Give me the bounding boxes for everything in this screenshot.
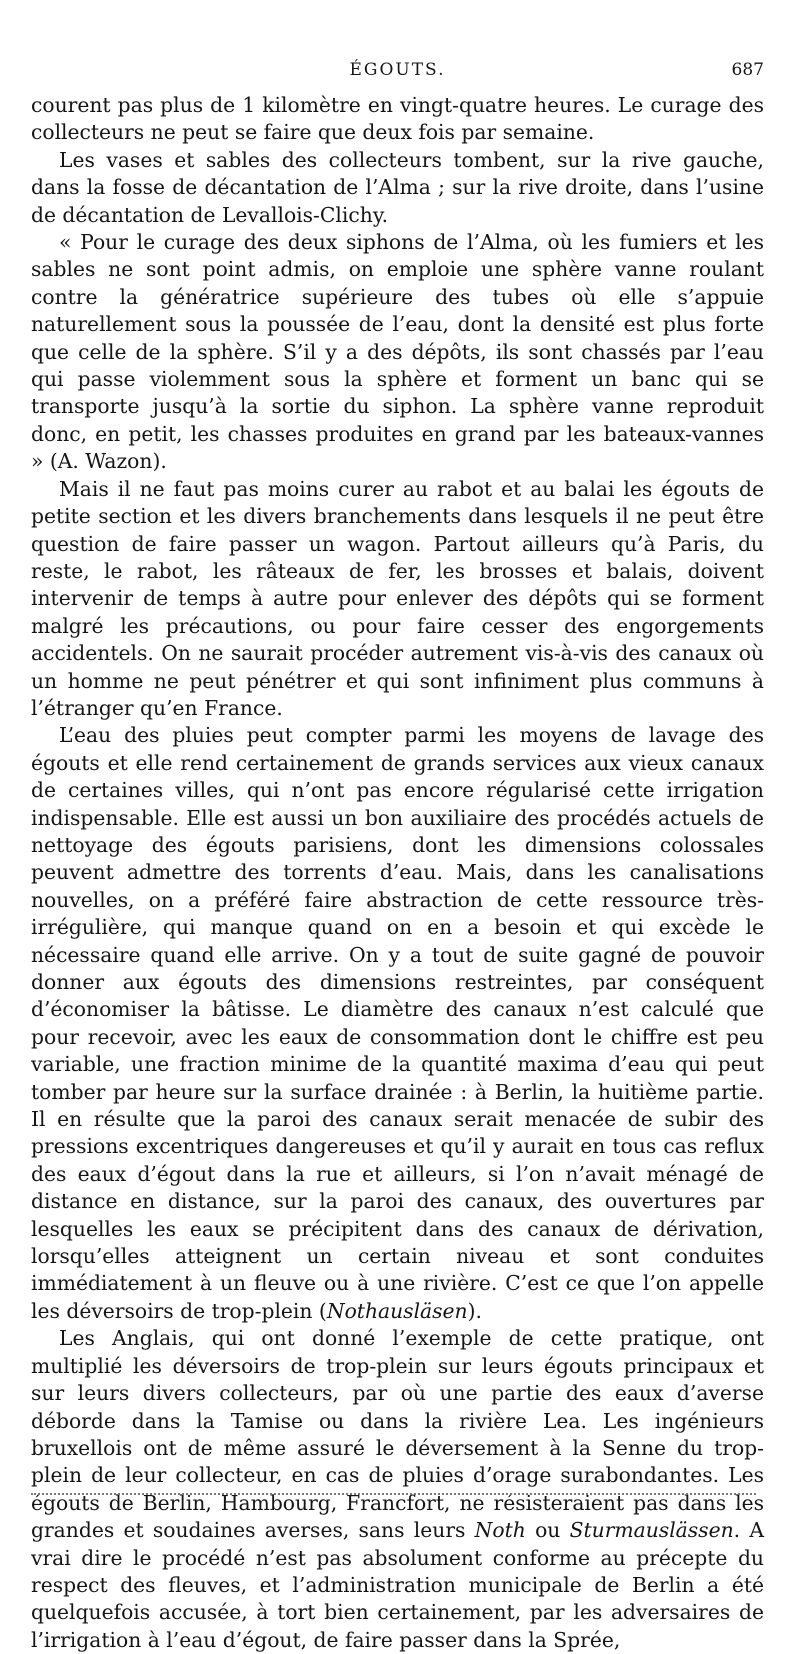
footer-dotted-rule: [31, 1493, 756, 1495]
italic-term: Nothausläsen: [326, 1298, 468, 1323]
text-run: . A vrai dire le procédé n’est pas absolument conforme au précepte du respect des fleuves, et l’administration municipale de Berlin a été quelquefois accusée, à tort bien certainement, par les adversaires de l’irrigation à l’eau d’égout, de faire passer dans la Sprée,: [31, 1518, 764, 1652]
text-run: Les Anglais, qui ont donné l’exemple de cette pratique, ont multiplié les déversoirs de trop-plein sur leurs égouts principaux et sur leurs divers collecteurs, par où une partie des eaux d’averse déborde dans la Tamise ou dans la rivière Lea. Les ingénieurs bruxellois ont de même assuré le déversement à la Senne du trop-plein de leur collecteur, en cas de pluies d’orage surabondantes. Les égouts de Berlin, Hambourg, Francfort, ne résisteraient pas dans les grandes et soudaines averses, sans leurs: [31, 1326, 764, 1543]
page-number: 687: [731, 60, 764, 80]
text-run: L’eau des pluies peut compter parmi les moyens de lavage des égouts et elle rend certainement de grands services aux vieux canaux de certaines villes, qui n’ont pas encore régularisé cette irrigation indispensable. Elle est aussi un bon auxiliaire des procédés actuels de nettoyage des égouts parisiens, dont les dimensions colossales peuvent admettre des torrents d’eau. Mais, dans les canalisations nouvelles, on a préféré faire abstraction de cette ressource très-irrégulière, qui manque quand on en a besoin et qui excède le nécessaire quand elle arrive. On y a tout de suite gagné de pouvoir donner aux égouts des dimensions restreintes, par conséquent d’économiser la bâtisse. Le diamètre des canaux n’est calculé que pour recevoir, avec les eaux de consommation dont le chiffre est peu variable, une fraction minime de la quantité maxima d’eau qui peut tomber par heure sur la surface drainée : à Berlin, la huitième partie. Il en résulte que la paroi des canaux serait menacée de subir des pressions excentriques dangereuses et qu’il y aurait en tous cas reflux des eaux d’égout dans la rue et ailleurs, si l’on n’avait ménagé de distance en distance, sur la paroi des canaux, des ouvertures par lesquelles les eaux se précipitent dans des canaux de dérivation, lorsqu’elles atteignent un certain niveau et sont conduites immédiatement à un fleuve ou à une rivière. C’est ce que l’on appelle les déversoirs de trop-plein (: [31, 723, 764, 1323]
italic-term: Noth: [474, 1518, 526, 1543]
paragraph: [31, 476, 764, 723]
body-text: [31, 92, 764, 1654]
italic-term: Sturmauslässen: [569, 1518, 734, 1543]
paragraph: [31, 147, 764, 229]
text-run: ou: [525, 1518, 570, 1543]
text-run: « Pour le curage des deux siphons de l’Alma, où les fumiers et les sables ne sont point admis, on emploie une sphère vanne roulant contre la génératrice supérieure des tubes où elle s’appuie naturellement sous la poussée de l’eau, dont la densité est plus forte que celle de la sphère. S’il y a des dépôts, ils sont chassés par l’eau qui passe violemment sous la sphère et forment un banc qui se transporte jusqu’à la sortie du siphon. La sphère vanne reproduit donc, en petit, les chasses produites en grand par les bateaux-vannes » (A. Wazon).: [31, 230, 764, 474]
running-title: ÉGOUTS.: [349, 60, 446, 80]
paragraph: [31, 229, 764, 476]
paragraph: [31, 92, 764, 147]
running-header: [31, 60, 764, 92]
text-run: courent pas plus de 1 kilomètre en vingt-quatre heures. Le curage des collecteurs ne peut se faire que deux fois par semaine.: [31, 93, 764, 145]
text-run: Les vases et sables des collecteurs tombent, sur la rive gauche, dans la fosse de décantation de l’Alma ; sur la rive droite, dans l’usine de décantation de Levallois-Clichy.: [31, 147, 764, 227]
paragraph: [31, 1325, 764, 1654]
book-page: [31, 60, 764, 1654]
text-run: ).: [467, 1298, 482, 1323]
paragraph: [31, 722, 764, 1325]
text-run: Mais il ne faut pas moins curer au rabot et au balai les égouts de petite section et les divers branchements dans lesquels il ne peut être question de faire passer un wagon. Partout ailleurs qu’à Paris, du reste, le rabot, les râteaux de fer, les brosses et balais, doivent intervenir de temps à autre pour enlever des dépôts qui se forment malgré les précautions, ou pour faire cesser des engorgements accidentels. On ne saurait procéder autrement vis-à-vis des canaux où un homme ne peut pénétrer et qui sont infiniment plus communs à l’étranger qu’en France.: [31, 476, 764, 720]
